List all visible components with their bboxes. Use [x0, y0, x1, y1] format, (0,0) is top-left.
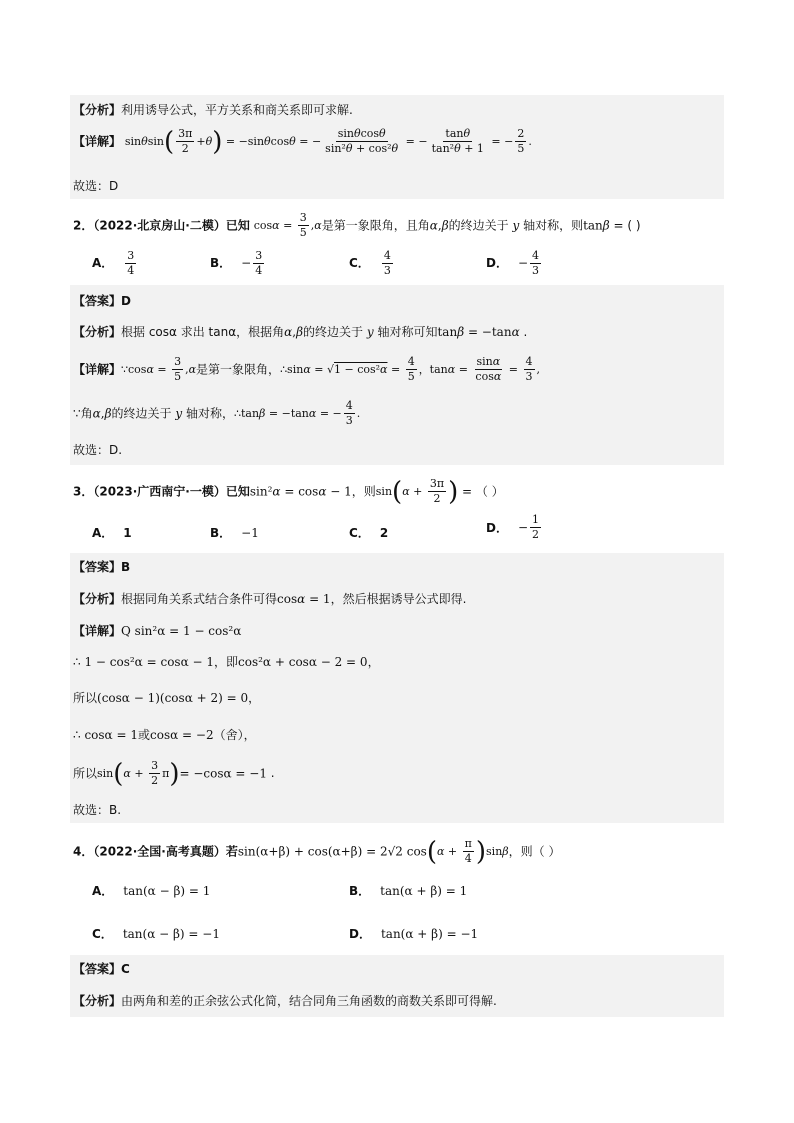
q3-step-3: 所以(cosα − 1)(cosα + 2) = 0，: [73, 691, 261, 705]
q3-choice-line: 故选：B.: [73, 803, 122, 817]
q4-answer-line: 【答案】C: [73, 962, 130, 976]
q3-option-d[interactable]: D． − $\frac{1}{2}$: [486, 513, 540, 542]
q3-step-4: ∴ cosα = 1或cosα = −2（舍），: [73, 728, 256, 742]
q4-analysis-line: 【分析】由两角和差的正余弦公式化简，结合同角三角函数的商数关系即可得解.: [73, 994, 497, 1008]
q3-option-b[interactable]: B． −1: [210, 526, 259, 540]
option-value: $\frac{4}{3}$: [532, 249, 540, 278]
detail-tag: 【详解】: [73, 134, 122, 149]
q2-answer: D: [121, 294, 131, 308]
q2-option-a[interactable]: A． $\frac{3}{4}$: [92, 249, 135, 278]
q3-stem: 3．（2023·广西南宁·一模）已知sin²α = cosα − 1，则sin(α + $\frac{3\pi}{2}$ ) = （ ）: [73, 476, 504, 507]
q2-detail-line: 【详解】∵cosα = $\frac{3}{5}$ ,α是第一象限角，∴sinα = √1 − cos²α = $\frac{4}{5}$ ，tanα = $\frac{\sin\alpha}{\cos\alpha}$ = $\frac{4}{3}$ ,: [73, 355, 541, 384]
q2-option-d[interactable]: D． − $\frac{4}{3}$: [486, 249, 540, 278]
q2-detail-line-2: ∵角α,β的终边关于 y 轴对称，∴tanβ = −tanα = − $\frac{4}{3}$ .: [73, 399, 361, 428]
q4-stem: 4．（2022·全国·高考真题）若sin(α+β) + cos(α+β) = 2√2 cos(α + $\frac{\pi}{4}$ )sinβ，则（ ）: [73, 836, 561, 867]
q2-analysis-line: 【分析】根据 cosα 求出 tanα，根据角α,β的终边关于 y 轴对称可知tanβ = −tanα .: [73, 325, 528, 339]
analysis-tag: 【分析】: [73, 103, 122, 117]
q2-stem-prefix: 2．（2022·北京房山·二模）已知: [73, 218, 250, 233]
q3-option-a[interactable]: A． 1: [92, 526, 132, 540]
q2-stem: 2．（2022·北京房山·二模）已知 cosα = $\frac{3}{5}$ ,α是第一象限角，且角α,β的终边关于 y 轴对称，则tanβ = ( ): [73, 211, 641, 240]
q4-option-a[interactable]: A． tan(α − β) = 1: [92, 884, 211, 898]
option-value: $\frac{4}{3}$: [383, 249, 391, 278]
q4-option-c[interactable]: C． tan(α − β) = −1: [92, 927, 220, 941]
q2-option-b[interactable]: B． − $\frac{3}{4}$: [210, 249, 263, 278]
analysis-text: 利用诱导公式，平方关系和商关系即可求解.: [121, 103, 353, 117]
q3-analysis-line: 【分析】根据同角关系式结合条件可得cosα = 1，然后根据诱导公式即得.: [73, 592, 467, 606]
option-value: $\frac{3}{4}$: [127, 249, 135, 278]
q2-option-c[interactable]: C． $\frac{4}{3}$: [349, 249, 391, 278]
q2-given: cosα = $\frac{3}{5}$ ,α: [253, 211, 322, 240]
detail-formula: sinθsin( $\frac{3\pi}{2}$ +θ) = −sinθcosθ = − $\frac{\sin\theta\cos\theta}{\text{sin²θ + cos²θ}}$ = − $\frac{\tan\theta}{\text{tan²θ + 1}}$ = − $\frac{2}{5}$ .: [124, 126, 532, 157]
q4-answer: C: [121, 962, 130, 976]
option-value: $\frac{3}{4}$: [255, 249, 263, 278]
q1-detail-line: [73, 128, 532, 155]
q3-answer: B: [121, 560, 131, 574]
q3-step-5: 所以sin(α + $\frac{3}{2}$ π)= −cosα = −1 .: [73, 758, 275, 789]
q2-answer-line: 【答案】D: [73, 294, 131, 308]
q3-step-2: ∴ 1 − cos²α = cosα − 1，即cos²α + cosα − 2 = 0，: [73, 655, 380, 669]
q3-answer-line: 【答案】B: [73, 560, 131, 574]
q2-choice-line: 故选：D.: [73, 443, 123, 457]
q3-option-c[interactable]: C． 2: [349, 526, 389, 540]
q1-choice-line: 故选：D: [73, 179, 119, 193]
q4-option-b[interactable]: B． tan(α + β) = 1: [349, 884, 468, 898]
q1-analysis-line: [73, 104, 353, 116]
option-value: $\frac{1}{2}$: [532, 513, 540, 542]
q3-detail-line: 【详解】Q sin²α = 1 − cos²α: [73, 624, 242, 638]
q4-option-d[interactable]: D． tan(α + β) = −1: [349, 927, 479, 941]
